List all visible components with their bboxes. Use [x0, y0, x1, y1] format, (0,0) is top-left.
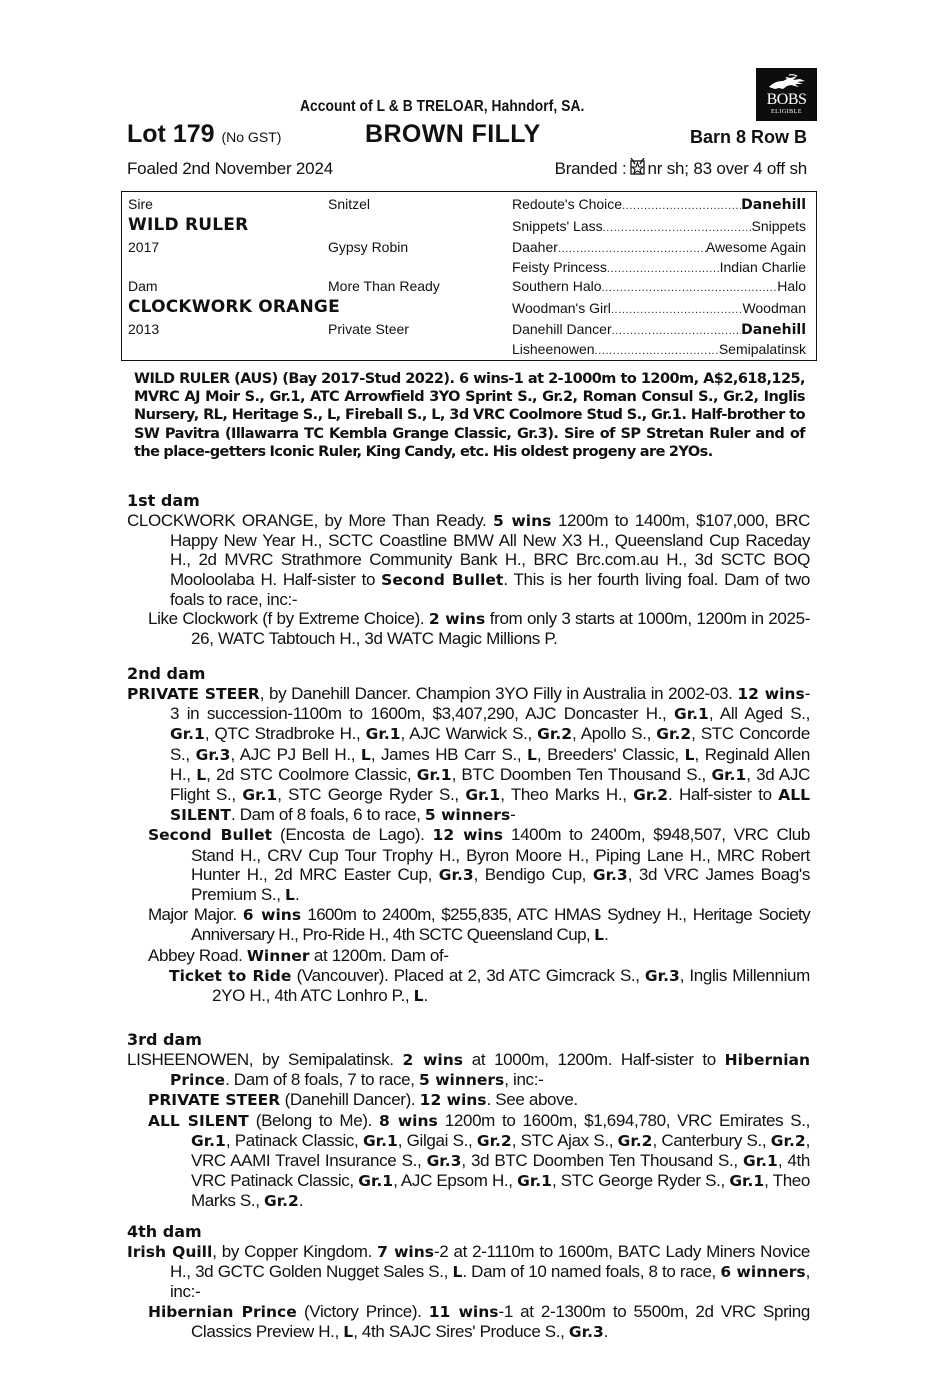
dam-sire: More Than Ready [328, 278, 440, 294]
fourth-dam-section [127, 1222, 810, 1342]
sire-year: 2017 [128, 239, 160, 255]
horse-description: BROWN FILLY [365, 120, 541, 148]
vendor-account: Account of L & B TRELOAR, Hahndorf, SA. [300, 98, 585, 115]
leader-dots [558, 240, 706, 258]
gen3-entry: Lisheenowen ..... Semipalatinsk [512, 340, 806, 360]
lot-number [127, 119, 281, 152]
foaling-date: Foaled 2nd November 2024 [127, 159, 333, 178]
produce-record: Hibernian Prince (Victory Prince). 11 wins-1 at 2-1300m to 5500m, 2d VRC Spring Classics Preview H., L, 4th SAJC Sires' Produce S., Gr.3. [148, 1301, 811, 1341]
section-heading: 3rd dam [127, 1030, 202, 1049]
dam-record: LISHEENOWEN, by Semipalatinsk. 2 wins at 1000m, 1200m. Half-sister to Hibernian Prince. Dam of 8 foals, 7 to race, 5 winners, inc:- [127, 1050, 811, 1090]
produce-record: Like Clockwork (f by Extreme Choice). 2 wins from only 3 starts at 1000m, 1200m in 2025-26, WATC Tabtouch H., 3d WATC Magic Millions P. [148, 609, 811, 649]
dam-record: CLOCKWORK ORANGE, by More Than Ready. 5 wins 1200m to 1400m, $107,000, BRC Happy New Year H., SCTC Coastline BMW All New X3 H., Queensland Cup Raceday H., 2d MVRC Strathmore Community Bank H., BRC Brc.com.au H., 3d SCTC BOQ Mooloolaba H. Half-sister to Second Bullet. This is her fourth living foal. Dam of two foals to race, inc:- [127, 511, 811, 609]
second-dam-section [127, 664, 810, 1006]
dam-record: PRIVATE STEER, by Danehill Dancer. Champion 3YO Filly in Australia in 2002-03. 12 wins-3 in succession-1100m to 1600m, $3,407,290, AJC Doncaster H., Gr.1, All Aged S., Gr.1, QTC Stradbroke H., Gr.1, AJC Warwick S., Gr.2, Apollo S., Gr.2, STC Concorde S., Gr.3, AJC PJ Bell H., L, James HB Carr S., L, Breeders' Classic, L, Reginald Allen H., L, 2d STC Coolmore Classic, Gr.1, BTC Doomben Ten Thousand S., Gr.1, 3d AJC Flight S., Gr.1, STC George Ryder S., Gr.1, Theo Marks H., Gr.2. Half-sister to ALL SILENT. Dam of 8 foals, 6 to race, 5 winners- [127, 684, 811, 825]
horse-head-icon [767, 74, 807, 92]
produce-record: PRIVATE STEER (Danehill Dancer). 12 wins. See above. [148, 1090, 578, 1110]
produce-record: Second Bullet (Encosta de Lago). 12 wins 1400m to 2400m, $948,507, VRC Club Stand H., CRV Cup Tour Trophy H., Byron Moore H., Piping Lane H., MRC Robert Hunter H., 2d MRC Easter Cup, Gr.3, Bendigo Cup, Gr.3, 3d VRC James Boag's Premium S., L. [148, 825, 811, 905]
lot-label: Lot 179 [127, 120, 215, 148]
leader-dots [603, 219, 752, 237]
leader-dots [595, 342, 719, 360]
gen3-entry: Danehill Dancer ..... Danehill [512, 320, 806, 340]
dam-record: Irish Quill, by Copper Kingdom. 7 wins-2 at 2-1110m to 1600m, BATC Lady Miners Novice H., 3d GCTC Golden Nugget Sales S., L. Dam of 10 named foals, 8 to race, 6 winners, inc:- [127, 1242, 811, 1302]
brand-info [555, 158, 807, 181]
gen3-entry: Southern Halo ..... Halo [512, 277, 806, 297]
sire-dam: Gypsy Robin [328, 239, 409, 255]
dam-label: Dam [128, 278, 158, 294]
leader-dots [611, 301, 743, 319]
logo-subtext: ELIGIBLE [771, 109, 802, 115]
leader-dots [602, 279, 778, 297]
barn-location: Barn 8 Row B [689, 127, 807, 147]
star-in-box-brand-icon [630, 158, 645, 181]
branded-label: Branded : [554, 159, 627, 178]
bobs-eligible-logo [756, 68, 817, 121]
produce-record: ALL SILENT (Belong to Me). 8 wins 1200m to 1600m, $1,694,780, VRC Emirates S., Gr.1, Patinack Classic, Gr.1, Gilgai S., Gr.2, STC Ajax S., Gr.2, Canterbury S., Gr.2, VRC AAMI Travel Insurance S., Gr.3, 3d BTC Doomben Ten Thousand S., Gr.1, 4th VRC Patinack Classic, Gr.1, AJC Epsom H., Gr.1, STC George Ryder S., Gr.1, Theo Marks S., Gr.2. [148, 1110, 811, 1211]
branded-text: nr sh; 83 over 4 off sh [647, 159, 807, 178]
sire-label: Sire [128, 196, 153, 212]
dam-dam: Private Steer [328, 321, 409, 337]
dam-year: 2013 [128, 321, 160, 337]
section-heading: 4th dam [127, 1222, 202, 1241]
third-dam-section [127, 1030, 810, 1212]
gen3-entry: Redoute's Choice ..... Danehill [512, 195, 806, 215]
sire-name: WILD RULER [128, 215, 249, 235]
leader-dots [607, 260, 720, 278]
gen3-entry: Feisty Princess ..... Indian Charlie [512, 258, 806, 278]
first-dam-section [127, 491, 810, 648]
sire-sire: Snitzel [328, 196, 371, 212]
gen3-entry: Woodman's Girl ..... Woodman [512, 299, 806, 319]
section-heading: 1st dam [127, 491, 200, 510]
leader-dots [622, 197, 741, 215]
section-heading: 2nd dam [127, 664, 206, 683]
sire-summary: WILD RULER (AUS) (Bay 2017-Stud 2022). 6 wins-1 at 2-1000m to 1200m, A$2,618,125, MVRC AJ Moir S., Gr.1, ATC Arrowfield 3YO Sprint S., Gr.2, Roman Consul S., Gr.2, Inglis Nursery, RL, Heritage S., L, Fireball S., L, 3d VRC Coolmore Stud S., Gr.1. Half-brother to SW Pavitra (Illawarra TC Kembla Grange Classic, Gr.3). Sire of SP Stretan Ruler and of the place-getters Iconic Ruler, King Candy, etc. His oldest progeny are 2YOs. [134, 371, 805, 460]
pedigree-table [121, 191, 817, 361]
leader-dots [612, 322, 741, 340]
produce-record: Abbey Road. Winner at 1200m. Dam of- [148, 945, 449, 965]
gst-note: (No GST) [221, 129, 282, 145]
gen3-entry: Snippets' Lass ..... Snippets [512, 217, 806, 237]
produce-record: Major Major. 6 wins 1600m to 2400m, $255,835, ATC HMAS Sydney H., Heritage Society Anniversary H., Pro-Ride H., 4th SCTC Queensland Cup, L. [148, 905, 810, 945]
produce-record: Ticket to Ride (Vancouver). Placed at 2, 3d ATC Gimcrack S., Gr.3, Inglis Millennium 2YO H., 4th ATC Lonhro P., L. [169, 965, 810, 1006]
logo-text: BOBS [766, 91, 807, 108]
gen3-entry: Daaher ..... Awesome Again [512, 238, 806, 258]
dam-name: CLOCKWORK ORANGE [128, 297, 340, 317]
